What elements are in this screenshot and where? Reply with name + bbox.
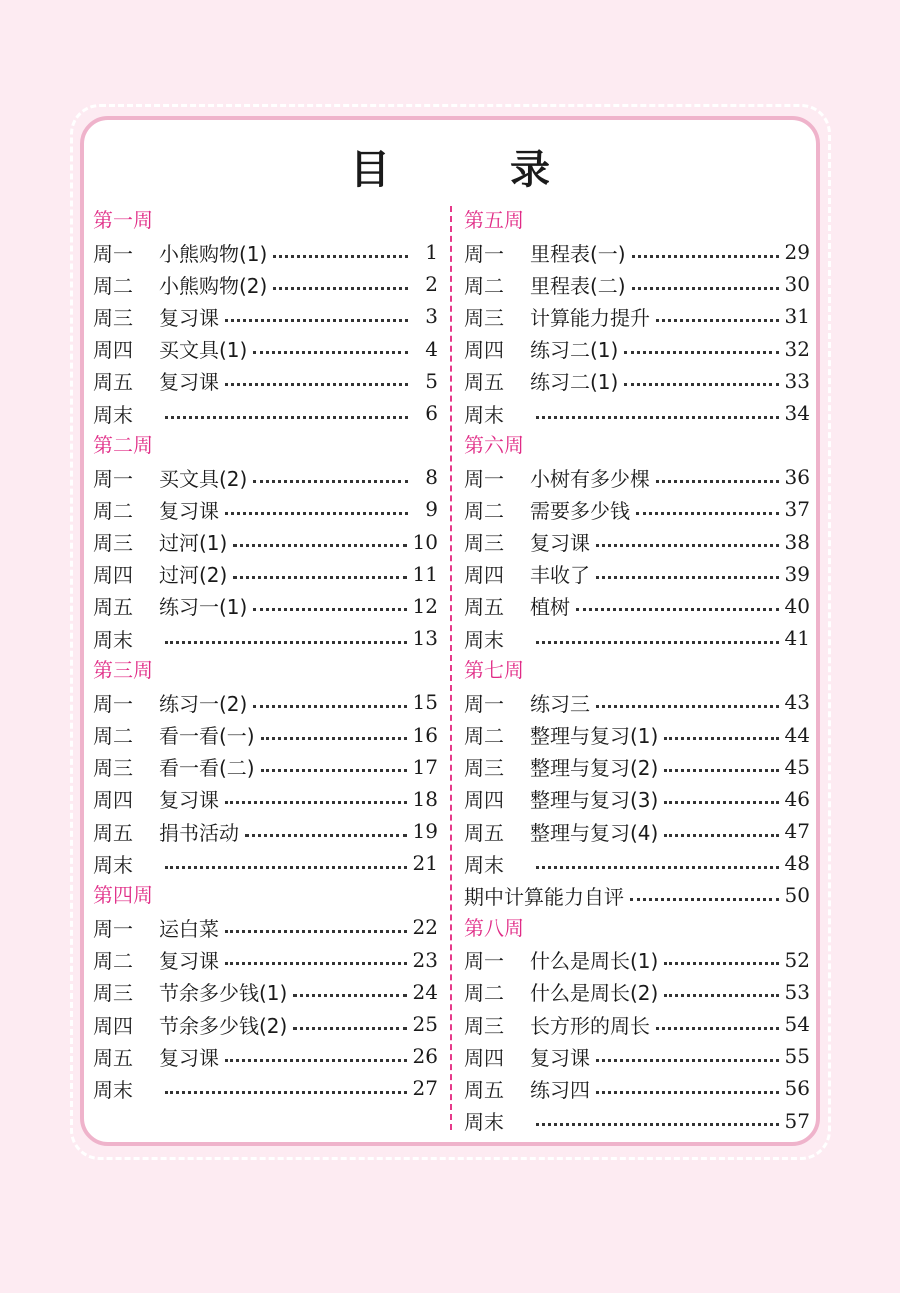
entry-title: 捐书活动 xyxy=(159,820,239,845)
toc-entry[interactable] xyxy=(93,622,438,654)
entry-page-number: 48 xyxy=(784,851,810,876)
entry-page-number: 2 xyxy=(425,272,438,297)
toc-entry[interactable] xyxy=(464,718,810,750)
entry-day: 周四 xyxy=(464,1045,504,1070)
entry-title: 运白菜 xyxy=(159,916,219,941)
entry-title: 练习三 xyxy=(530,691,590,716)
entry-day: 周二 xyxy=(93,273,133,298)
toc-entry[interactable] xyxy=(93,1072,438,1104)
dot-leader xyxy=(664,737,778,740)
entry-page-number: 37 xyxy=(784,497,810,522)
entry-title: 节余多少钱(1) xyxy=(159,981,288,1006)
entry-title: 买文具(2) xyxy=(159,466,248,491)
toc-right-column xyxy=(464,204,810,1137)
entry-day: 周末 xyxy=(93,852,133,877)
entry-title: 整理与复习(3) xyxy=(530,788,659,813)
dot-leader xyxy=(165,866,407,869)
toc-entry[interactable] xyxy=(464,236,810,268)
entry-title: 买文具(1) xyxy=(159,338,248,363)
toc-entry[interactable] xyxy=(93,333,438,365)
toc-entry[interactable] xyxy=(464,976,810,1008)
entry-title: 过河(2) xyxy=(159,563,228,588)
entry-page-number: 33 xyxy=(784,368,810,393)
dot-leader xyxy=(253,705,406,708)
toc-left-column xyxy=(93,204,438,1105)
entry-title: 什么是周长(2) xyxy=(530,981,659,1006)
entry-title: 复习课 xyxy=(530,531,590,556)
toc-entry[interactable] xyxy=(464,590,810,622)
week-heading: 第三周 xyxy=(93,658,153,683)
entry-page-number: 43 xyxy=(784,690,810,715)
entry-day: 周三 xyxy=(464,531,504,556)
toc-entry[interactable] xyxy=(464,879,810,911)
entry-page-number: 15 xyxy=(412,690,438,715)
entry-day: 周四 xyxy=(93,1013,133,1038)
entry-title: 整理与复习(2) xyxy=(530,756,659,781)
entry-title: 整理与复习(4) xyxy=(530,820,659,845)
toc-entry[interactable] xyxy=(93,558,438,590)
entry-title: 需要多少钱 xyxy=(530,498,630,523)
toc-entry[interactable] xyxy=(93,590,438,622)
entry-page-number: 22 xyxy=(412,915,438,940)
entry-day: 周末 xyxy=(93,627,133,652)
entry-page-number: 19 xyxy=(412,819,438,844)
entry-title: 复习课 xyxy=(159,498,219,523)
entry-title: 练习一(1) xyxy=(159,595,248,620)
toc-entry[interactable] xyxy=(464,1008,810,1040)
dot-leader xyxy=(664,769,778,772)
dot-leader xyxy=(261,769,407,772)
dot-leader xyxy=(624,351,778,354)
entry-day: 周四 xyxy=(464,788,504,813)
dot-leader xyxy=(656,319,779,322)
dot-leader xyxy=(596,705,779,708)
toc-entry[interactable] xyxy=(93,268,438,300)
dot-leader xyxy=(656,1027,779,1030)
dot-leader xyxy=(536,866,779,869)
toc-entry[interactable] xyxy=(464,815,810,847)
dot-leader xyxy=(536,641,779,644)
column-divider xyxy=(450,206,452,1130)
entry-page-number: 10 xyxy=(412,529,438,554)
entry-day: 期中计算能力自评 xyxy=(464,884,624,909)
dot-leader xyxy=(233,576,406,579)
entry-day: 周五 xyxy=(93,820,133,845)
toc-entry[interactable] xyxy=(93,526,438,558)
entry-title: 练习四 xyxy=(530,1077,590,1102)
entry-title: 看一看(一) xyxy=(159,724,255,749)
dot-leader xyxy=(273,287,408,290)
entry-title: 里程表(二) xyxy=(530,273,626,298)
entry-day: 周四 xyxy=(93,563,133,588)
entry-day: 周五 xyxy=(93,370,133,395)
entry-day: 周二 xyxy=(93,498,133,523)
dot-leader xyxy=(165,416,408,419)
toc-entry[interactable] xyxy=(464,268,810,300)
entry-page-number: 25 xyxy=(412,1012,438,1037)
toc-entry[interactable] xyxy=(93,1040,438,1072)
entry-day: 周二 xyxy=(93,949,133,974)
entry-page-number: 50 xyxy=(784,883,810,908)
toc-entry[interactable] xyxy=(93,300,438,332)
entry-title: 过河(1) xyxy=(159,531,228,556)
toc-entry[interactable] xyxy=(464,944,810,976)
entry-day: 周一 xyxy=(464,949,504,974)
entry-page-number: 45 xyxy=(784,754,810,779)
toc-entry[interactable] xyxy=(464,1072,810,1104)
entry-page-number: 52 xyxy=(784,947,810,972)
toc-entry[interactable] xyxy=(464,333,810,365)
entry-day: 周二 xyxy=(464,981,504,1006)
toc-entry[interactable] xyxy=(93,1008,438,1040)
dot-leader xyxy=(596,576,779,579)
entry-page-number: 18 xyxy=(412,786,438,811)
entry-page-number: 23 xyxy=(412,947,438,972)
dot-leader xyxy=(632,255,779,258)
toc-panel xyxy=(80,116,820,1146)
entry-day: 周一 xyxy=(464,241,504,266)
entry-title: 计算能力提升 xyxy=(530,305,650,330)
entry-title: 练习二(1) xyxy=(530,370,619,395)
dot-leader xyxy=(630,898,779,901)
entry-day: 周三 xyxy=(93,756,133,781)
entry-title: 植树 xyxy=(530,595,570,620)
entry-title: 复习课 xyxy=(530,1045,590,1070)
entry-title: 小熊购物(1) xyxy=(159,241,268,266)
entry-title: 整理与复习(1) xyxy=(530,724,659,749)
toc-entry[interactable] xyxy=(93,815,438,847)
entry-day: 周四 xyxy=(93,788,133,813)
week-heading: 第二周 xyxy=(93,433,153,458)
entry-day: 周末 xyxy=(464,627,504,652)
dot-leader xyxy=(632,287,779,290)
entry-page-number: 27 xyxy=(412,1076,438,1101)
dot-leader xyxy=(536,416,779,419)
entry-page-number: 26 xyxy=(412,1044,438,1069)
entry-page-number: 13 xyxy=(412,626,438,651)
entry-page-number: 1 xyxy=(425,240,438,265)
entry-day: 周末 xyxy=(464,402,504,427)
entry-page-number: 9 xyxy=(425,497,438,522)
week-heading: 第四周 xyxy=(93,883,153,908)
entry-day: 周一 xyxy=(464,691,504,716)
dot-leader xyxy=(233,544,406,547)
dot-leader xyxy=(596,1091,779,1094)
entry-page-number: 21 xyxy=(412,851,438,876)
toc-entry[interactable] xyxy=(93,751,438,783)
dot-leader xyxy=(253,480,408,483)
dot-leader xyxy=(225,930,407,933)
entry-page-number: 38 xyxy=(784,529,810,554)
toc-entry[interactable] xyxy=(93,461,438,493)
entry-title: 复习课 xyxy=(159,949,219,974)
entry-day: 周三 xyxy=(464,305,504,330)
dot-leader xyxy=(253,351,408,354)
dot-leader xyxy=(225,383,408,386)
toc-entry[interactable] xyxy=(464,1105,810,1137)
dot-leader xyxy=(624,383,778,386)
entry-day: 周末 xyxy=(93,1077,133,1102)
toc-entry[interactable] xyxy=(93,365,438,397)
toc-entry[interactable] xyxy=(93,493,438,525)
entry-page-number: 44 xyxy=(784,722,810,747)
entry-day: 周二 xyxy=(93,724,133,749)
toc-entry[interactable] xyxy=(464,622,810,654)
entry-title: 复习课 xyxy=(159,788,219,813)
entry-title: 练习一(2) xyxy=(159,691,248,716)
entry-page-number: 24 xyxy=(412,979,438,1004)
toc-entry[interactable] xyxy=(93,911,438,943)
entry-page-number: 34 xyxy=(784,401,810,426)
entry-day: 周一 xyxy=(464,466,504,491)
entry-day: 周一 xyxy=(93,466,133,491)
entry-page-number: 40 xyxy=(784,593,810,618)
entry-day: 周四 xyxy=(464,338,504,363)
entry-day: 周三 xyxy=(464,756,504,781)
entry-day: 周三 xyxy=(93,981,133,1006)
toc-entry[interactable] xyxy=(93,976,438,1008)
toc-entry[interactable] xyxy=(464,847,810,879)
entry-page-number: 30 xyxy=(784,272,810,297)
entry-day: 周末 xyxy=(464,852,504,877)
entry-page-number: 12 xyxy=(412,593,438,618)
dot-leader xyxy=(165,1091,407,1094)
entry-title: 什么是周长(1) xyxy=(530,949,659,974)
entry-page-number: 5 xyxy=(425,368,438,393)
dot-leader xyxy=(636,512,779,515)
entry-page-number: 36 xyxy=(784,465,810,490)
toc-entry[interactable] xyxy=(464,751,810,783)
dot-leader xyxy=(253,608,406,611)
entry-day: 周末 xyxy=(464,1110,504,1135)
toc-entry[interactable] xyxy=(464,461,810,493)
dot-leader xyxy=(656,480,779,483)
entry-day: 周一 xyxy=(93,241,133,266)
entry-title: 长方形的周长 xyxy=(530,1013,650,1038)
entry-page-number: 31 xyxy=(784,304,810,329)
entry-day: 周末 xyxy=(93,402,133,427)
entry-page-number: 54 xyxy=(784,1012,810,1037)
entry-page-number: 56 xyxy=(784,1076,810,1101)
week-heading: 第七周 xyxy=(464,658,524,683)
entry-day: 周二 xyxy=(464,724,504,749)
entry-day: 周五 xyxy=(464,595,504,620)
dot-leader xyxy=(293,1027,406,1030)
toc-entry[interactable] xyxy=(93,236,438,268)
toc-entry[interactable] xyxy=(93,944,438,976)
entry-title: 练习二(1) xyxy=(530,338,619,363)
entry-page-number: 55 xyxy=(784,1044,810,1069)
entry-day: 周二 xyxy=(464,273,504,298)
entry-title: 看一看(二) xyxy=(159,756,255,781)
entry-title: 丰收了 xyxy=(530,563,590,588)
dot-leader xyxy=(225,512,408,515)
entry-title: 里程表(一) xyxy=(530,241,626,266)
entry-page-number: 39 xyxy=(784,561,810,586)
entry-page-number: 47 xyxy=(784,819,810,844)
toc-entry[interactable] xyxy=(93,397,438,429)
entry-page-number: 16 xyxy=(412,722,438,747)
toc-entry[interactable] xyxy=(464,558,810,590)
toc-entry[interactable] xyxy=(464,365,810,397)
entry-day: 周二 xyxy=(464,498,504,523)
dot-leader xyxy=(664,994,778,997)
entry-page-number: 41 xyxy=(784,626,810,651)
dot-leader xyxy=(536,1123,779,1126)
dot-leader xyxy=(261,737,407,740)
entry-day: 周一 xyxy=(93,691,133,716)
dot-leader xyxy=(664,962,778,965)
dot-leader xyxy=(664,801,778,804)
entry-page-number: 29 xyxy=(784,240,810,265)
toc-entry[interactable] xyxy=(93,686,438,718)
dot-leader xyxy=(273,255,408,258)
entry-page-number: 6 xyxy=(425,401,438,426)
page-title: 目 录 xyxy=(350,147,590,193)
week-heading: 第一周 xyxy=(93,208,153,232)
entry-page-number: 17 xyxy=(412,754,438,779)
entry-page-number: 8 xyxy=(425,465,438,490)
toc-entry[interactable] xyxy=(464,493,810,525)
entry-day: 周四 xyxy=(464,563,504,588)
toc-entry[interactable] xyxy=(93,847,438,879)
entry-page-number: 11 xyxy=(412,561,438,586)
entry-title: 小树有多少棵 xyxy=(530,466,650,491)
dot-leader xyxy=(245,834,407,837)
entry-title: 节余多少钱(2) xyxy=(159,1013,288,1038)
entry-page-number: 53 xyxy=(784,979,810,1004)
entry-title: 小熊购物(2) xyxy=(159,273,268,298)
toc-entry[interactable] xyxy=(464,526,810,558)
toc-entry[interactable] xyxy=(93,718,438,750)
entry-day: 周五 xyxy=(464,820,504,845)
entry-day: 周三 xyxy=(464,1013,504,1038)
entry-day: 周五 xyxy=(464,370,504,395)
toc-entry[interactable] xyxy=(464,686,810,718)
toc-entry[interactable] xyxy=(464,397,810,429)
entry-title: 复习课 xyxy=(159,305,219,330)
entry-page-number: 32 xyxy=(784,336,810,361)
dot-leader xyxy=(293,994,406,997)
entry-day: 周五 xyxy=(93,595,133,620)
toc-entry[interactable] xyxy=(464,783,810,815)
week-heading: 第六周 xyxy=(464,433,524,458)
dot-leader xyxy=(225,801,407,804)
dot-leader xyxy=(596,1059,779,1062)
entry-title: 复习课 xyxy=(159,1045,219,1070)
entry-page-number: 57 xyxy=(784,1108,810,1133)
dot-leader xyxy=(664,834,778,837)
entry-title: 复习课 xyxy=(159,370,219,395)
entry-day: 周四 xyxy=(93,338,133,363)
dot-leader xyxy=(165,641,407,644)
dot-leader xyxy=(225,962,407,965)
entry-day: 周一 xyxy=(93,916,133,941)
entry-day: 周五 xyxy=(464,1077,504,1102)
dot-leader xyxy=(225,1059,407,1062)
dot-leader xyxy=(576,608,779,611)
toc-entry[interactable] xyxy=(464,1040,810,1072)
dot-leader xyxy=(596,544,779,547)
dot-leader xyxy=(225,319,408,322)
toc-entry[interactable] xyxy=(464,300,810,332)
entry-page-number: 3 xyxy=(425,304,438,329)
week-heading: 第八周 xyxy=(464,915,524,940)
entry-page-number: 46 xyxy=(784,786,810,811)
entry-day: 周三 xyxy=(93,305,133,330)
toc-entry[interactable] xyxy=(93,783,438,815)
entry-day: 周五 xyxy=(93,1045,133,1070)
entry-day: 周三 xyxy=(93,531,133,556)
week-heading: 第五周 xyxy=(464,208,524,232)
entry-page-number: 4 xyxy=(425,336,438,361)
